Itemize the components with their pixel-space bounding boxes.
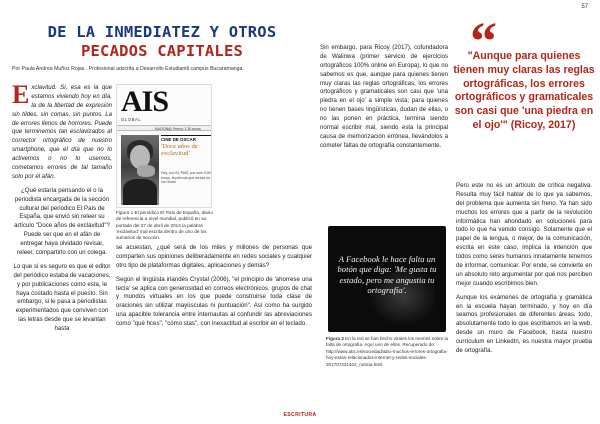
paragraph-col4-1: Pero este no es un artículo de crítica negativa. Resulta muy fácil hablar de lo que ya sabemos, del problema que aumenta sin freno. Ya han sido muchos los errores que a partir de la revolución informática han ahondado en soluciones para todo lo que ha venido consigo. Solamente que el papel de la lengua, o mejor, de la comunicación, escrita en este caso, implica la intención que todos como seres humanos innatamente tenemos de informar, comunicar. Por ende, se convierte en un absoluto reto argumentar por qué nos perciben mejor cuando escribimos bien. <box>456 182 592 287</box>
newspaper-photo <box>121 135 159 205</box>
title-line-2: PECADOS CAPITALES <box>80 41 244 60</box>
dropcap: E <box>12 80 30 109</box>
section-footer: ESCRITURA <box>283 412 317 418</box>
pull-quote: "Aunque para quienes tienen muy claras las reglas ortográficas, los errores ortográficos y gramaticales son casi que 'una piedra en el ojo'" (Ricoy, 2017) <box>453 50 595 131</box>
paragraph-col4-2: Aunque los exámenes de ortografía y gramática en la escuela hayan terminado, y hoy en día seamos profesionales de diferentes áreas, todo, absolutamente todo lo que escribamos en la web, desde un muro de Facebook, hasta nuestro currículum en LinkedIn, es nuestra mayor prueba de ortografía. <box>456 293 592 355</box>
byline: Por Paula Andrea Muñoz Rojas . Profesional adscrita a Desarrollo Estudiantil campus Bucaramanga. <box>12 66 244 72</box>
paragraph-col3-1: Sin embargo, para Ricoy (2017), cofundadora de Walinwa (primer servicio de ejercicios ortográficos 100% online en Europa), lo que no sabemos es que, aunque para quienes tienen muy claras las reglas ortográficas, los errores ortográficos y gramaticales son casi que 'una piedra en el ojo' a simple vista; para quienes no tienen bases lingüísticas, dudan de ellas, o no las ponen en práctica, termina siendo normal escribir mal, siendo esta la principal causa de memorización errónea, llevándolos a cometer faltas de ortografía constantemente. <box>320 44 448 149</box>
column-2 <box>116 244 312 334</box>
figure-1-newspaper-clipping <box>116 84 212 208</box>
figure-2-caption <box>326 336 452 368</box>
newspaper-edition: GLOBAL <box>121 117 142 122</box>
figure-2-meme <box>326 226 446 334</box>
paragraph-col2-1: se acuestan, ¿qué será de los miles y millones de personas que comparten sus opiniones deliberadamente en redes sociales y cualquier otro tipo de plataformas digitales, aplicaciones y demás? <box>116 244 312 269</box>
column-3 <box>320 44 448 156</box>
photo-hand <box>137 165 155 177</box>
intro-text: xclavitud. Sí, esa es la que estamos viviendo hoy en día, la de la libertad de expresión sin tildes, sin comas, sin puntos. La de errores llenos de horrores. Puede que terminemos tan esclavizados al corrector ortográfico de nuestro smartphone, que el día que no lo activemos o no lo usemos, cometamos errores de tal tamaño solo por el afán. <box>12 84 112 180</box>
figure-1-caption: Figura 1 El periódico El País de España, diario de referencia a nivel mundial, publicó en su portada del 27 de abril de 2014 la palabra 'exclavitud' mal escrita dentro de uno de los sumarios de sección. <box>116 210 213 241</box>
meme-card <box>328 226 446 332</box>
newspaper-blurb: Hoy, con EL PAÍS, por solo 9,95 euros, la película que arrasó en los Óscar <box>161 171 211 185</box>
newspaper-headline: 'Doce años de exclavitud' <box>161 143 198 158</box>
meme-text: A Facebook le hace falta un botón que diga: 'Me gusta tu estado, pero me angustia tu ortografía'. <box>337 254 437 296</box>
quote-mark-icon: “ <box>470 11 497 71</box>
figure-2-caption-text: En la red se han hecho virales los memes sobre la falta de ortografía. Aquí uno de ellos. Recuperado de: http://www.abc.es/sociedad/abci-muchos-errores-ortografia-hoy-estan-relacionados-internet-y-redes-sociales-201707231402_noticia.html <box>326 336 449 367</box>
paragraph-col1-2: Lo que sí es seguro es que el editor del periódico estaba de vacaciones, y por publicaciones como esta, le haya costado hasta el puesto. Sin embargo, si le pasa a periodistas experimentados que conviven con las letras desde que se levantan hasta <box>13 262 111 333</box>
newspaper-masthead: AIS <box>121 85 169 118</box>
intro-paragraph <box>12 80 112 182</box>
page-number: 57 <box>581 4 588 10</box>
newspaper-section-label: CINE DE OSCAR <box>161 135 211 142</box>
paragraph-col1-1: ¿Qué estaría pensando el o la periodista encargada de la sección cultural del periódico El País de España, que envió sin releer su artículo "Doce años de exclavitud"? Puede ser que en el afán de entregar haya olvidado revisar, releer, compartirlo con un colega. <box>14 186 110 257</box>
photo-body <box>123 179 157 205</box>
title-line-1: DE LA INMEDIATEZ Y OTROS <box>47 23 277 41</box>
newspaper-info-bar <box>117 125 212 131</box>
figure-2-label: Figura 2 <box>326 336 344 341</box>
paragraph-col2-2: Según el lingüista irlandés Crystal (2006), "el principio de 'ahorrese una tecla' se aplica con generosidad en correos electrónicos, grupos de chat y mundos virtuales en los que puede construirse toda clase de oraciones sin utilizar mayúsculas ni puntuación". Así como ha surgido una apacible tolerancia entre internautas al confundir las abreviaciones como "qué hces", "cómo stas", con inexactitud al escribir en el teclado. <box>116 275 312 328</box>
article-title <box>12 24 312 61</box>
column-1 <box>12 80 112 339</box>
column-4 <box>456 182 592 361</box>
newspaper-price: NACIONAL Precio: 1,30 euros <box>155 126 201 131</box>
